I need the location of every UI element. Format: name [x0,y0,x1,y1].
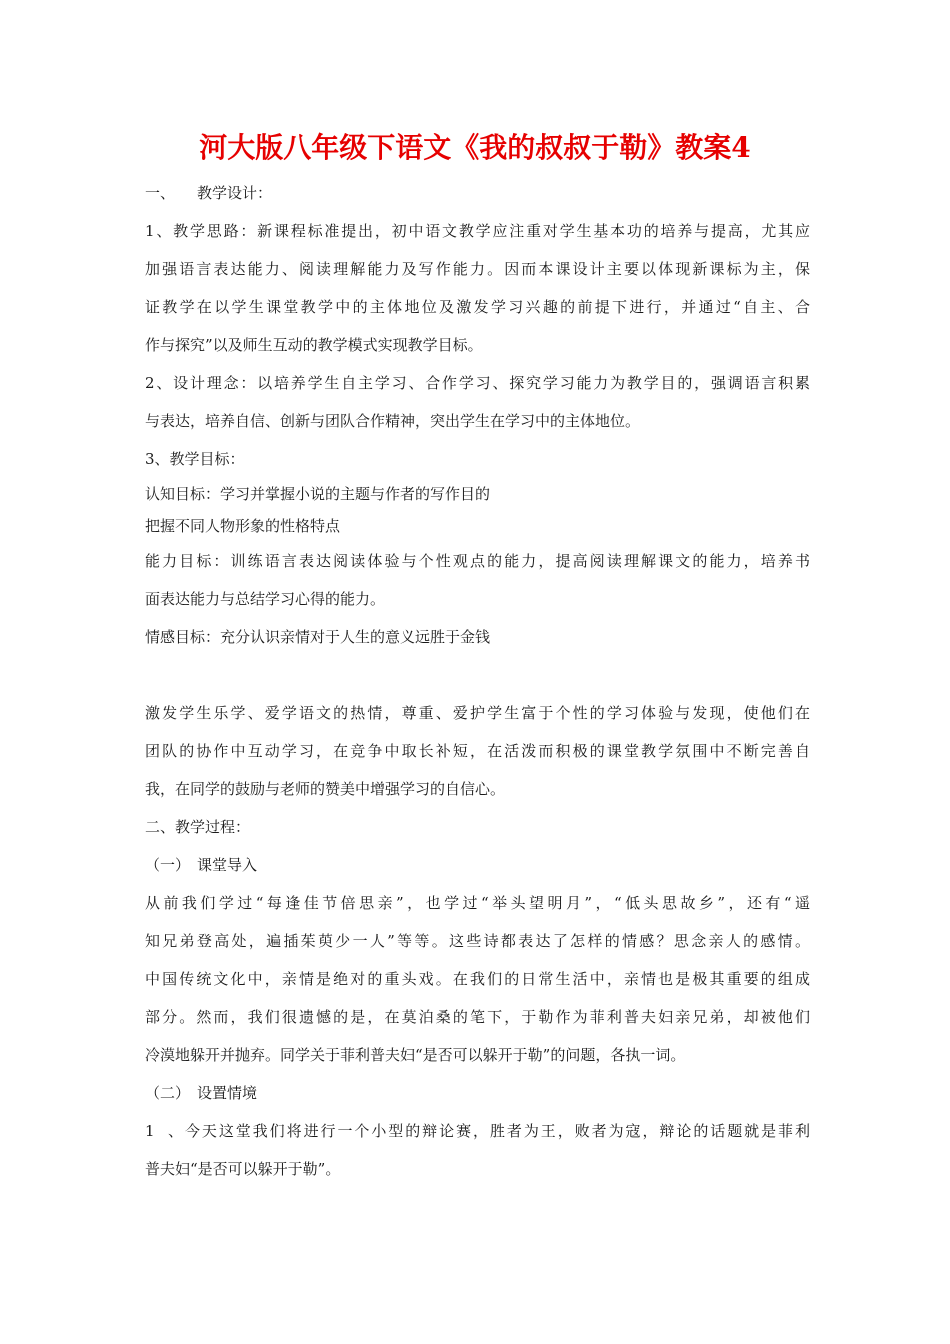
subsection-number: （二） [145,1084,191,1102]
subsection-number: （一） [145,856,191,874]
text-line [145,1112,810,1150]
text-line: 情感目标：充分认识亲情对于人生的意义远胜于金钱 [145,628,491,646]
text-line: 加强语言表达能力、阅读理解能力及写作能力。因而本课设计主要以体现新课标为主，保 [145,260,810,278]
section-heading-design [145,174,810,212]
text-line: 能力目标：训练语言表达阅读体验与个性观点的能力，提高阅读理解课文的能力，培养书 [145,552,810,570]
text-line: 团队的协作中互动学习，在竞争中取长补短，在活泼而积极的课堂教学氛围中不断完善自 [145,742,810,760]
subsection-label: 设置情境 [197,1084,258,1102]
subsection-heading-scenario [145,1074,810,1112]
text-line: 激发学生乐学、爱学语文的热情，尊重、爱护学生富于个性的学习体验与发现，使他们在 [145,704,810,722]
item-text: 今天这堂我们将进行一个小型的辩论赛，胜者为王，败者为寇，辩论的话题就是菲利 [183,1122,810,1140]
section-label: 教学设计： [197,184,273,202]
text-line: 中国传统文化中，亲情是绝对的重头戏。在我们的日常生活中，亲情也是极其重要的组成 [145,970,810,988]
text-line: 把握不同人物形象的性格特点 [145,517,341,535]
text-line: 1、教学思路：新课程标准提出，初中语文教学应注重对学生基本功的培养与提高，尤其应 [145,222,810,240]
text-line: 从前我们学过“每逢佳节倍思亲”，也学过“举头望明月”，“低头思故乡”，还有“遥 [145,894,810,912]
subsection-label: 课堂导入 [197,856,258,874]
text-line: 普夫妇“是否可以躲开于勒”。 [145,1160,341,1178]
section-number: 一、 [145,184,176,202]
document-title: 河大版八年级下语文《我的叔叔于勒》教案4 [199,131,751,164]
document-body [145,174,810,1188]
text-line: 冷漠地躲开并抛弃。同学关于菲利普夫妇“是否可以躲开于勒”的问题，各执一词。 [145,1046,686,1064]
subsection-heading-intro [145,846,810,884]
item-number: 1、 [145,1122,183,1140]
text-line: 面表达能力与总结学习心得的能力。 [145,590,386,608]
text-line: 认知目标：学习并掌握小说的主题与作者的写作目的 [145,485,491,503]
text-line: 2、设计理念：以培养学生自主学习、合作学习、探究学习能力为教学目的，强调语言积累 [145,374,810,392]
section-heading-process: 二、教学过程： [145,818,251,836]
text-line: 3、教学目标： [145,450,245,468]
text-line: 作与探究”以及师生互动的教学模式实现教学目标。 [145,336,483,354]
text-line: 知兄弟登高处，遍插茱萸少一人”等等。这些诗都表达了怎样的情感？思念亲人的感情。 [145,932,810,950]
text-line: 部分。然而，我们很遗憾的是，在莫泊桑的笔下，于勒作为菲利普夫妇亲兄弟，却被他们 [145,1008,810,1026]
text-line: 我，在同学的鼓励与老师的赞美中增强学习的自信心。 [145,780,506,798]
text-line: 证教学在以学生课堂教学中的主体地位及激发学习兴趣的前提下进行，并通过“自主、合 [145,298,810,316]
text-line: 与表达，培养自信、创新与团队合作精神，突出学生在学习中的主体地位。 [145,412,641,430]
